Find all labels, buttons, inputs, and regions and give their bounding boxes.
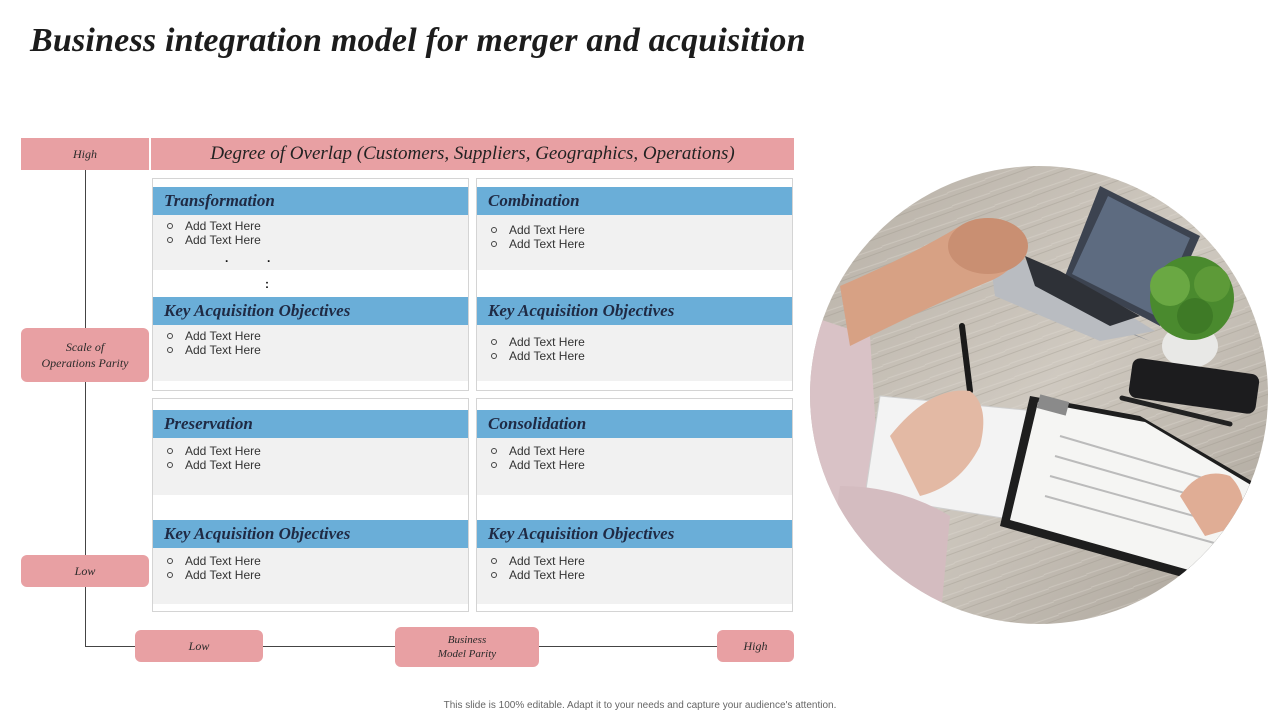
list-item: Add Text Here [167, 568, 468, 582]
list-item: Add Text Here [167, 343, 468, 357]
circle-bullet-icon [167, 558, 173, 564]
overlap-header: Degree of Overlap (Customers, Suppliers, Geographics, Operations) [151, 138, 794, 170]
list-item: Add Text Here [167, 329, 468, 343]
scale-of-operations-parity-label [21, 328, 149, 382]
circle-bullet-icon [167, 237, 173, 243]
quadrant-consolidation [476, 398, 793, 612]
objectives-list [153, 548, 468, 604]
business-model-parity-label [395, 627, 539, 667]
circle-bullet-icon [167, 223, 173, 229]
list-item: Add Text Here [491, 335, 792, 349]
list-item: Add Text Here [167, 554, 468, 568]
objectives-title: Key Acquisition Objectives [153, 297, 468, 325]
circle-bullet-icon [167, 448, 173, 454]
list-item: Add Text Here [491, 458, 792, 472]
quadrant-title: Combination [477, 187, 792, 215]
bmp-label-line2: Model Parity [437, 648, 497, 660]
high-label-bottom: High [717, 630, 794, 662]
objectives-list [477, 548, 792, 604]
stray-dot-mark: : [265, 277, 269, 291]
quadrant-list [477, 438, 792, 495]
quadrant-list [477, 215, 792, 270]
low-label-left: Low [21, 555, 149, 587]
objectives-title: Key Acquisition Objectives [153, 520, 468, 548]
meeting-photo [810, 166, 1268, 624]
stray-dot-mark: . [267, 251, 271, 265]
list-item: Add Text Here [491, 444, 792, 458]
quadrant-title: Preservation [153, 410, 468, 438]
list-item: Add Text Here [167, 219, 468, 233]
scale-label-line2: Operations Parity [41, 356, 129, 370]
clasped-hands [948, 218, 1028, 274]
quadrant-list [153, 215, 468, 270]
circle-bullet-icon [167, 333, 173, 339]
objectives-title: Key Acquisition Objectives [477, 297, 792, 325]
objectives-title: Key Acquisition Objectives [477, 520, 792, 548]
list-item: Add Text Here [167, 458, 468, 472]
circle-bullet-icon [491, 353, 497, 359]
circle-bullet-icon [167, 347, 173, 353]
footer-note: This slide is 100% editable. Adapt it to your needs and capture your audience's attention. [443, 700, 837, 711]
quadrant-transformation [152, 178, 469, 391]
list-item: Add Text Here [491, 554, 792, 568]
bmp-label-line1: Business [447, 634, 487, 646]
list-item: Add Text Here [491, 237, 792, 251]
quadrant-list [153, 438, 468, 495]
circle-bullet-icon [167, 572, 173, 578]
list-item: Add Text Here [167, 233, 468, 247]
high-label-top: High [21, 138, 149, 170]
circle-bullet-icon [491, 227, 497, 233]
circle-bullet-icon [491, 448, 497, 454]
page-title: Business integration model for merger and acquisition [30, 22, 806, 59]
list-item: Add Text Here [491, 223, 792, 237]
circle-bullet-icon [167, 462, 173, 468]
quadrant-preservation [152, 398, 469, 612]
list-item: Add Text Here [491, 349, 792, 363]
second-sleeve-shape [820, 486, 950, 624]
circle-bullet-icon [491, 241, 497, 247]
low-label-bottom: Low [135, 630, 263, 662]
scale-label-line1: Scale of [65, 340, 105, 354]
stray-dot-mark: . [225, 251, 229, 265]
circle-bullet-icon [491, 572, 497, 578]
circle-bullet-icon [491, 462, 497, 468]
objectives-list [477, 325, 792, 381]
quadrant-title: Consolidation [477, 410, 792, 438]
quadrant-combination [476, 178, 793, 391]
circle-bullet-icon [491, 339, 497, 345]
list-item: Add Text Here [491, 568, 792, 582]
quadrant-title: Transformation [153, 187, 468, 215]
circle-bullet-icon [491, 558, 497, 564]
list-item: Add Text Here [167, 444, 468, 458]
objectives-list [153, 325, 468, 381]
